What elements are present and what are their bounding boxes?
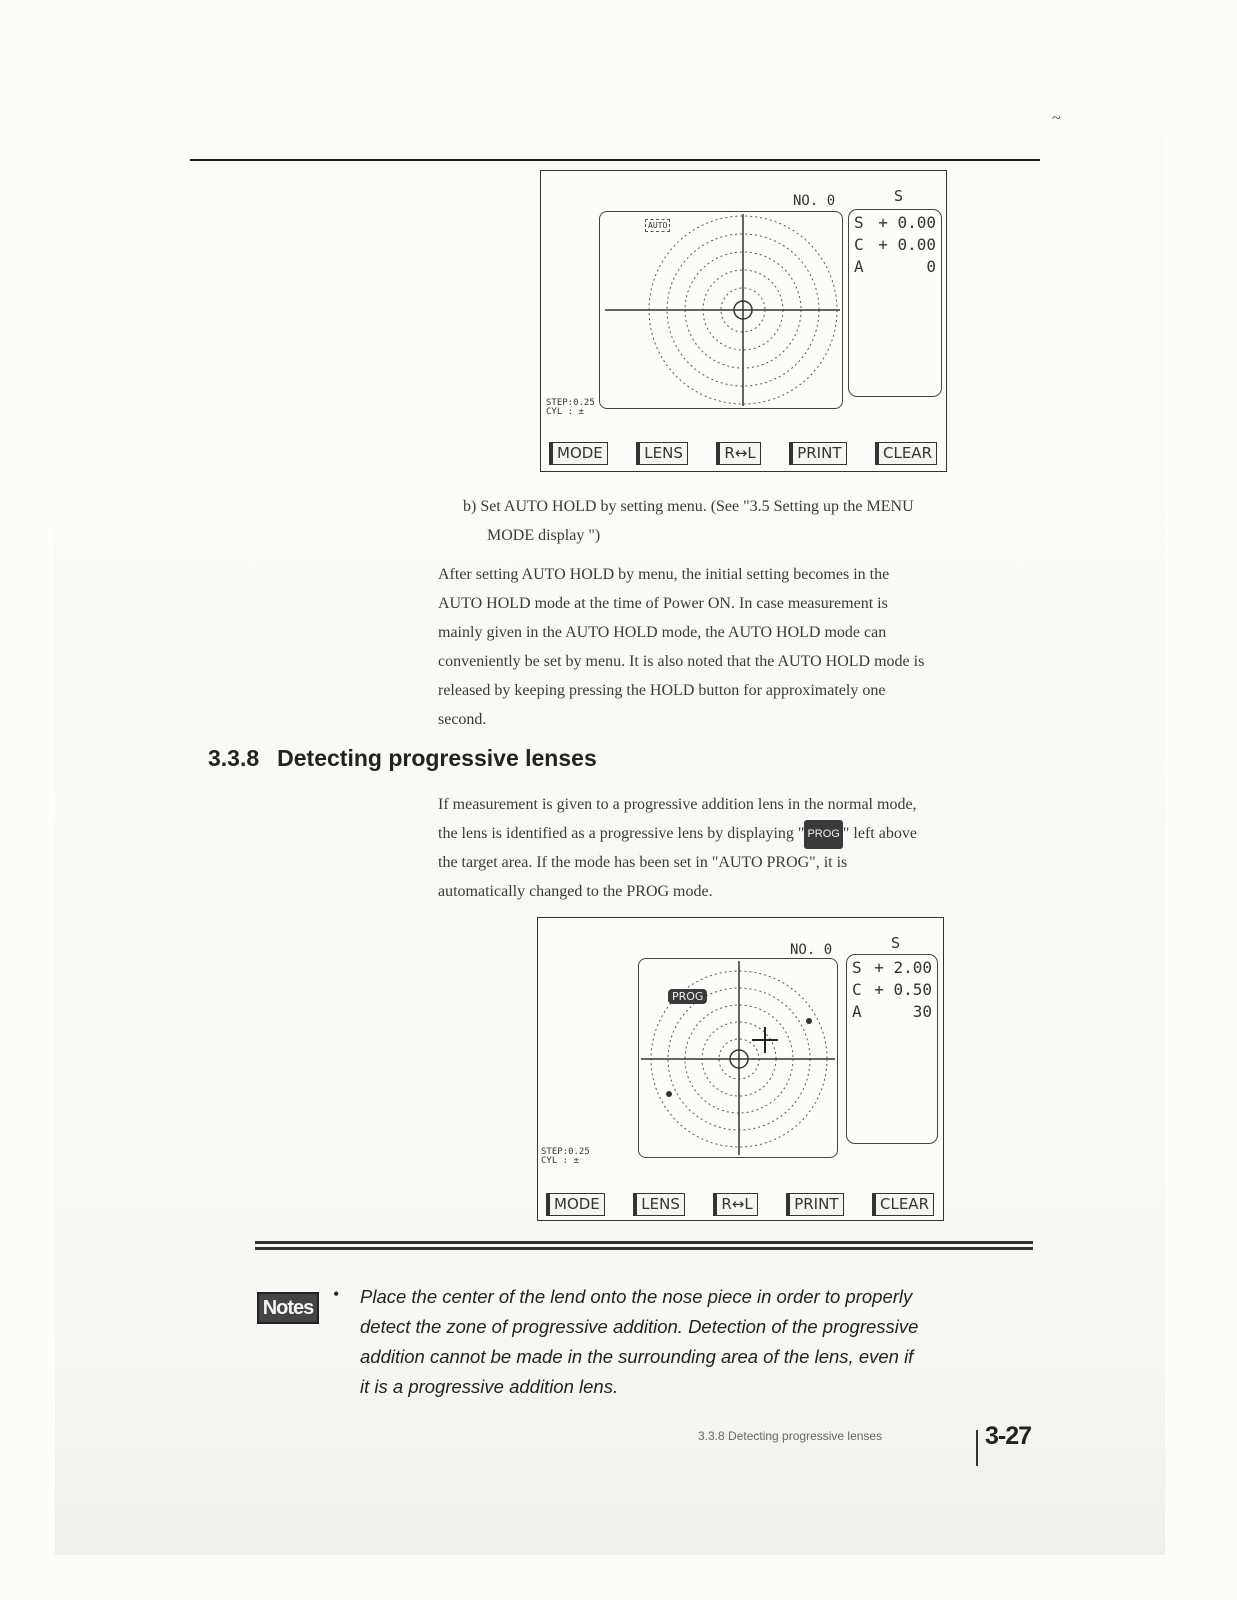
target-reticle bbox=[639, 959, 837, 1157]
readout-row-sphere: S + 0.00 bbox=[854, 213, 936, 232]
section-number: 3.3.8 bbox=[208, 745, 260, 771]
mode-softkey[interactable]: MODE bbox=[549, 442, 608, 465]
step-info: STEP:0.25 CYL : ± bbox=[546, 398, 595, 417]
progressive-line: If measurement is given to a progressive addition lens in the normal mode, bbox=[438, 796, 917, 813]
auto-hold-line: released by keeping pressing the HOLD button for approximately one bbox=[438, 682, 886, 699]
readout-row-axis: A 30 bbox=[852, 1002, 932, 1021]
notes-divider-bottom bbox=[255, 1247, 1033, 1250]
progressive-line: the lens is identified as a progressive lens by displaying " PROG " left above bbox=[438, 819, 917, 849]
notes-line: addition cannot be made in the surrounding area of the lens, even if bbox=[360, 1346, 914, 1367]
measurement-number: NO. 0 bbox=[790, 942, 833, 958]
notes-line: Place the center of the lend onto the nose piece in order to properly bbox=[360, 1286, 913, 1307]
softkey-bar bbox=[549, 442, 937, 465]
readout-panel bbox=[846, 954, 938, 1144]
lensmeter-screen-auto-hold bbox=[540, 170, 947, 472]
notes-line: it is a progressive addition lens. bbox=[360, 1376, 619, 1397]
notes-divider-top bbox=[255, 1241, 1033, 1244]
prog-mode-tag: PROG bbox=[668, 989, 707, 1004]
mode-softkey[interactable]: MODE bbox=[546, 1193, 605, 1216]
print-softkey[interactable]: PRINT bbox=[786, 1193, 843, 1216]
readout-row-axis: A 0 bbox=[854, 257, 936, 276]
prog-icon: PROG bbox=[804, 820, 842, 849]
right-left-softkey[interactable]: R↔L bbox=[716, 442, 760, 465]
lens-softkey[interactable]: LENS bbox=[633, 1193, 685, 1216]
readout-title: S bbox=[894, 187, 904, 205]
scan-mark: ~ bbox=[1052, 110, 1061, 127]
progressive-line: the target area. If the mode has been set in "AUTO PROG", it is bbox=[438, 854, 848, 871]
softkey-bar bbox=[546, 1193, 934, 1216]
print-softkey[interactable]: PRINT bbox=[789, 442, 846, 465]
page-number: 3-27 bbox=[985, 1422, 1032, 1450]
step-b-line1: b) Set AUTO HOLD by setting menu. (See "3.5 Setting up the MENU bbox=[463, 498, 914, 515]
target-reticle bbox=[600, 212, 842, 408]
notes-bullet: • bbox=[333, 1284, 340, 1304]
step-b-line2: MODE display ") bbox=[487, 527, 601, 544]
measurement-number: NO. 0 bbox=[793, 193, 836, 209]
readout-row-cylinder: C + 0.00 bbox=[854, 235, 936, 254]
notes-badge: Notes bbox=[257, 1292, 319, 1324]
readout-row-cylinder: C + 0.50 bbox=[852, 980, 932, 999]
section-title-text: Detecting progressive lenses bbox=[277, 745, 597, 771]
readout-panel bbox=[848, 209, 942, 397]
clear-softkey[interactable]: CLEAR bbox=[872, 1193, 934, 1216]
footer-divider bbox=[976, 1430, 978, 1466]
notes-text bbox=[360, 1282, 1050, 1402]
section-heading bbox=[208, 745, 597, 772]
lensmeter-screen-prog bbox=[537, 917, 944, 1221]
step-info: STEP:0.25 CYL : ± bbox=[541, 1147, 590, 1166]
footer-section-label: 3.3.8 Detecting progressive lenses bbox=[698, 1429, 883, 1443]
target-area bbox=[638, 958, 838, 1158]
readout-title: S bbox=[891, 934, 901, 952]
target-area bbox=[599, 211, 843, 409]
auto-hold-line: mainly given in the AUTO HOLD mode, the AUTO HOLD mode can bbox=[438, 624, 887, 641]
auto-hold-line: second. bbox=[438, 711, 487, 728]
notes-line: detect the zone of progressive addition. Detection of the progressive bbox=[360, 1316, 919, 1337]
header-rule bbox=[190, 159, 1040, 161]
auto-hold-line: conveniently be set by menu. It is also noted that the AUTO HOLD mode is bbox=[438, 653, 925, 670]
auto-hold-line: After setting AUTO HOLD by menu, the initial setting becomes in the bbox=[438, 566, 890, 583]
clear-softkey[interactable]: CLEAR bbox=[875, 442, 937, 465]
lens-softkey[interactable]: LENS bbox=[636, 442, 688, 465]
progressive-line: automatically changed to the PROG mode. bbox=[438, 883, 713, 900]
auto-hold-line: AUTO HOLD mode at the time of Power ON. In case measurement is bbox=[438, 595, 888, 612]
auto-mode-tag: AUTO bbox=[645, 219, 670, 232]
right-left-softkey[interactable]: R↔L bbox=[713, 1193, 757, 1216]
readout-row-sphere: S + 2.00 bbox=[852, 958, 932, 977]
